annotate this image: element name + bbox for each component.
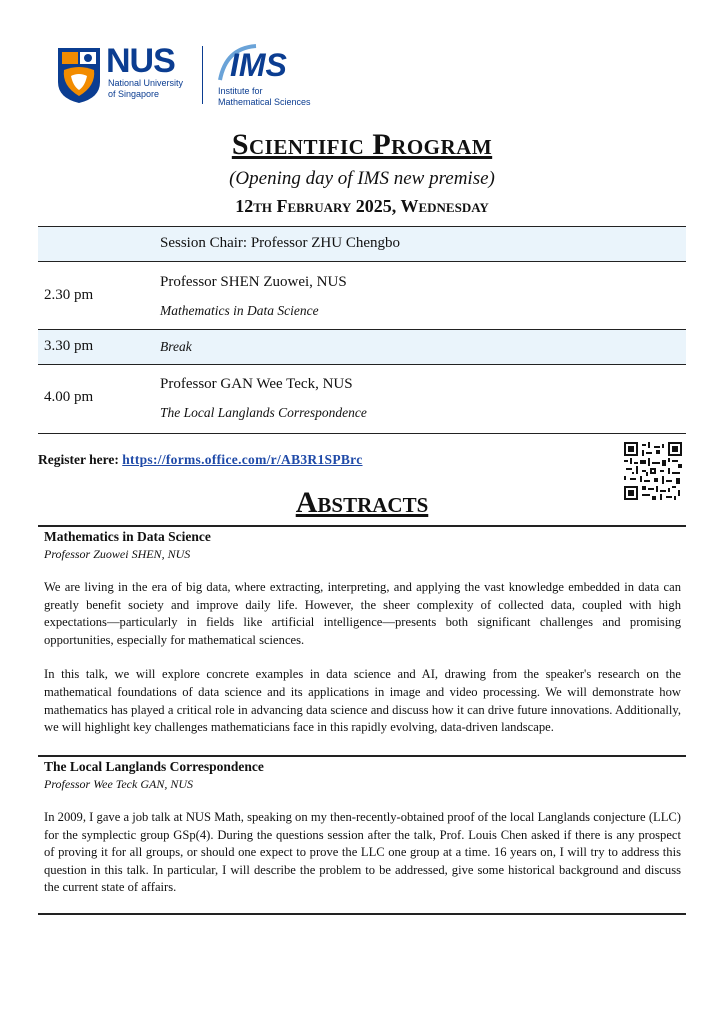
divider [38,913,686,915]
program-speaker: Professor GAN Wee Teck, NUS [160,376,353,392]
abstract-author: Professor Wee Teck GAN, NUS [44,777,193,791]
nus-subtitle-line1: National University [108,78,184,88]
session-chair-text: Session Chair: Professor ZHU Chengbo [160,235,400,251]
event-date: 12th February 2025, Wednesday [235,196,489,216]
program-row-break [38,330,686,365]
register-line [38,452,363,468]
program-time: 4.00 pm [44,389,94,405]
abstract-block [44,529,681,737]
program-talk-title: The Local Langlands Correspondence [160,405,367,420]
divider [38,755,686,757]
nus-crest-logo [56,46,102,104]
header-logos [56,42,326,108]
divider [38,525,686,527]
abstract-paragraph: We are living in the era of big data, where extracting, interpreting, and applying the vast knowledge embedded in data can greatly benefit society and improve daily life. However, the sheer complexity of collected data, coupled with high expectations—particularly in fields like artificial intelligence—presents both significant challenges and promising opportunities, especially for mathematical sciences. [44,580,681,647]
program-speaker: Professor SHEN Zuowei, NUS [160,274,347,290]
register-label: Register here: [38,452,119,467]
ims-subtitle-line2: Mathematical Sciences [218,97,311,107]
abstract-title: Mathematics in Data Science [44,529,211,544]
abstract-paragraph: In this talk, we will explore concrete examples in data science and AI, drawing from the speaker's research on the mathematical foundations of data science and its applications in image and video processing. We will demonstrate how mathematics has played a critical role in advancing data science and discuss how it can drive future innovations. Additionally, we will highlight key challenges mathematicians face in this rapidly evolving, data-driven landscape. [44,667,681,735]
program-time: 3.30 pm [44,338,94,354]
register-link[interactable]: https://forms.office.com/r/AB3R1SPBrc [122,452,363,467]
program-time: 2.30 pm [44,287,94,303]
program-table [38,226,686,434]
abstract-block [44,759,681,897]
abstract-paragraph: In 2009, I gave a job talk at NUS Math, speaking on my then-recently-obtained proof of the local Langlands conjecture (LLC) for the symplectic group GSp(4). During the questions session after the talk, Prof. Louis Chen asked if there is any prospect of proving it for all groups, or should one expect to prove the LLC one group at a time. 16 years on, I will try to address this question in this talk. In particular, I will describe the problem to be addressed, give some historical background and discuss the current state of affairs. [44,810,681,895]
program-talk-title: Mathematics in Data Science [160,303,319,318]
page-subtitle: (Opening day of IMS new premise) [229,168,495,189]
logo-divider [202,46,203,104]
nus-wordmark: NUS [106,42,175,80]
program-row [38,365,686,434]
program-break-label: Break [160,339,192,354]
ims-wordmark: IMS [230,47,287,83]
ims-subtitle-line1: Institute for [218,86,263,96]
program-row [38,262,686,330]
page-title: Scientific Program [231,128,493,161]
ims-logo [216,42,312,84]
abstracts-title: Abstracts [295,486,429,519]
abstract-author: Professor Zuowei SHEN, NUS [44,547,191,561]
session-chair-row [38,227,686,262]
abstract-title: The Local Langlands Correspondence [44,759,264,774]
nus-subtitle-line2: of Singapore [108,89,160,99]
